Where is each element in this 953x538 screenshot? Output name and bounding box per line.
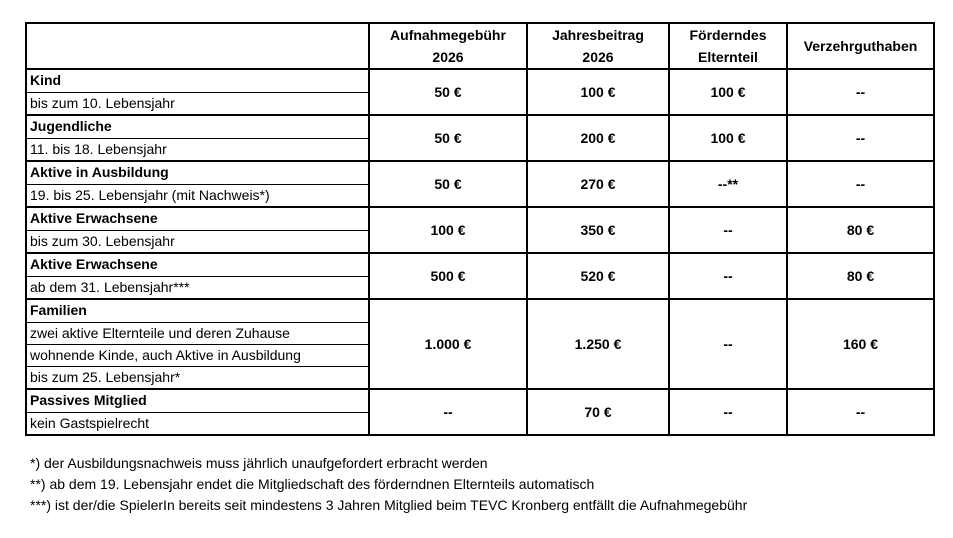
aufnahmegebuehr-value: 50 € <box>369 115 527 161</box>
header-aufnahmegebuehr-line1: Aufnahmegebühr <box>390 27 506 43</box>
category-detail: bis zum 25. Lebensjahr* <box>27 366 368 388</box>
category-cell <box>26 299 369 389</box>
foerdernd-value: 100 € <box>669 115 787 161</box>
category-cell <box>26 115 369 161</box>
footnote-3: ***) ist der/die SpielerIn bereits seit mindestens 3 Jahren Mitglied beim TEVC Kronberg entfällt die Aufnahmegebühr <box>30 497 748 513</box>
verzehrguthaben-value: -- <box>787 69 934 115</box>
category-detail: 19. bis 25. Lebensjahr (mit Nachweis*) <box>27 184 368 206</box>
category-title: Passives Mitglied <box>30 392 147 408</box>
category-detail: bis zum 10. Lebensjahr <box>27 92 368 114</box>
aufnahmegebuehr-value: 50 € <box>369 69 527 115</box>
category-title: Jugendliche <box>30 118 112 134</box>
category-detail: 11. bis 18. Lebensjahr <box>27 138 368 160</box>
category-cell <box>26 389 369 435</box>
aufnahmegebuehr-value: 500 € <box>369 253 527 299</box>
category-cell <box>26 207 369 253</box>
verzehrguthaben-value: -- <box>787 389 934 435</box>
foerdernd-value: -- <box>669 207 787 253</box>
table-row <box>26 161 934 207</box>
jahresbeitrag-value: 1.250 € <box>527 299 669 389</box>
header-verzehrguthaben-line1: Verzehrguthaben <box>803 38 918 54</box>
fee-table <box>25 22 935 436</box>
header-corner-cell <box>26 23 369 69</box>
table-row <box>26 115 934 161</box>
category-title: Kind <box>30 72 62 88</box>
jahresbeitrag-value: 270 € <box>527 161 669 207</box>
verzehrguthaben-value: 80 € <box>787 253 934 299</box>
category-detail: zwei aktive Elternteile und deren Zuhause <box>27 322 368 344</box>
foerdernd-value: -- <box>669 389 787 435</box>
jahresbeitrag-value: 350 € <box>527 207 669 253</box>
category-title: Aktive Erwachsene <box>30 256 158 272</box>
aufnahmegebuehr-value: 50 € <box>369 161 527 207</box>
aufnahmegebuehr-value: 100 € <box>369 207 527 253</box>
category-detail: wohnende Kinde, auch Aktive in Ausbildung <box>27 344 368 366</box>
table-row <box>26 253 934 299</box>
foerdernd-value: 100 € <box>669 69 787 115</box>
category-title: Aktive Erwachsene <box>30 210 158 226</box>
jahresbeitrag-value: 70 € <box>527 389 669 435</box>
header-jahresbeitrag-line2: 2026 <box>582 49 614 65</box>
aufnahmegebuehr-value: 1.000 € <box>369 299 527 389</box>
verzehrguthaben-value: 80 € <box>787 207 934 253</box>
header-jahresbeitrag <box>527 23 669 69</box>
header-foerdernd-line1: Förderndes <box>689 27 767 43</box>
verzehrguthaben-value: 160 € <box>787 299 934 389</box>
table-row <box>26 69 934 115</box>
header-aufnahmegebuehr <box>369 23 527 69</box>
jahresbeitrag-value: 100 € <box>527 69 669 115</box>
foerdernd-value: -- <box>669 253 787 299</box>
category-cell <box>26 69 369 115</box>
foerdernd-value: -- <box>669 299 787 389</box>
verzehrguthaben-value: -- <box>787 115 934 161</box>
footnote-2: **) ab dem 19. Lebensjahr endet die Mitgliedschaft des förderndnen Elternteils automatisch <box>30 476 595 492</box>
header-row <box>26 23 934 69</box>
header-foerdernd-line2: Elternteil <box>698 49 758 65</box>
category-detail: ab dem 31. Lebensjahr*** <box>27 276 368 298</box>
aufnahmegebuehr-value: -- <box>369 389 527 435</box>
footnote-1: *) der Ausbildungsnachweis muss jährlich unaufgefordert erbracht werden <box>30 455 488 471</box>
category-cell <box>26 161 369 207</box>
header-verzehrguthaben <box>787 23 934 69</box>
table-row <box>26 299 934 389</box>
header-foerdernd <box>669 23 787 69</box>
jahresbeitrag-value: 200 € <box>527 115 669 161</box>
footnotes <box>30 453 747 516</box>
foerdernd-value: --** <box>669 161 787 207</box>
verzehrguthaben-value: -- <box>787 161 934 207</box>
table-row <box>26 389 934 435</box>
category-title: Aktive in Ausbildung <box>30 164 169 180</box>
category-title: Familien <box>30 302 87 318</box>
jahresbeitrag-value: 520 € <box>527 253 669 299</box>
header-jahresbeitrag-line1: Jahresbeitrag <box>552 27 644 43</box>
category-detail: kein Gastspielrecht <box>27 412 368 434</box>
header-aufnahmegebuehr-line2: 2026 <box>432 49 464 65</box>
table-row <box>26 207 934 253</box>
category-cell <box>26 253 369 299</box>
category-detail: bis zum 30. Lebensjahr <box>27 230 368 252</box>
